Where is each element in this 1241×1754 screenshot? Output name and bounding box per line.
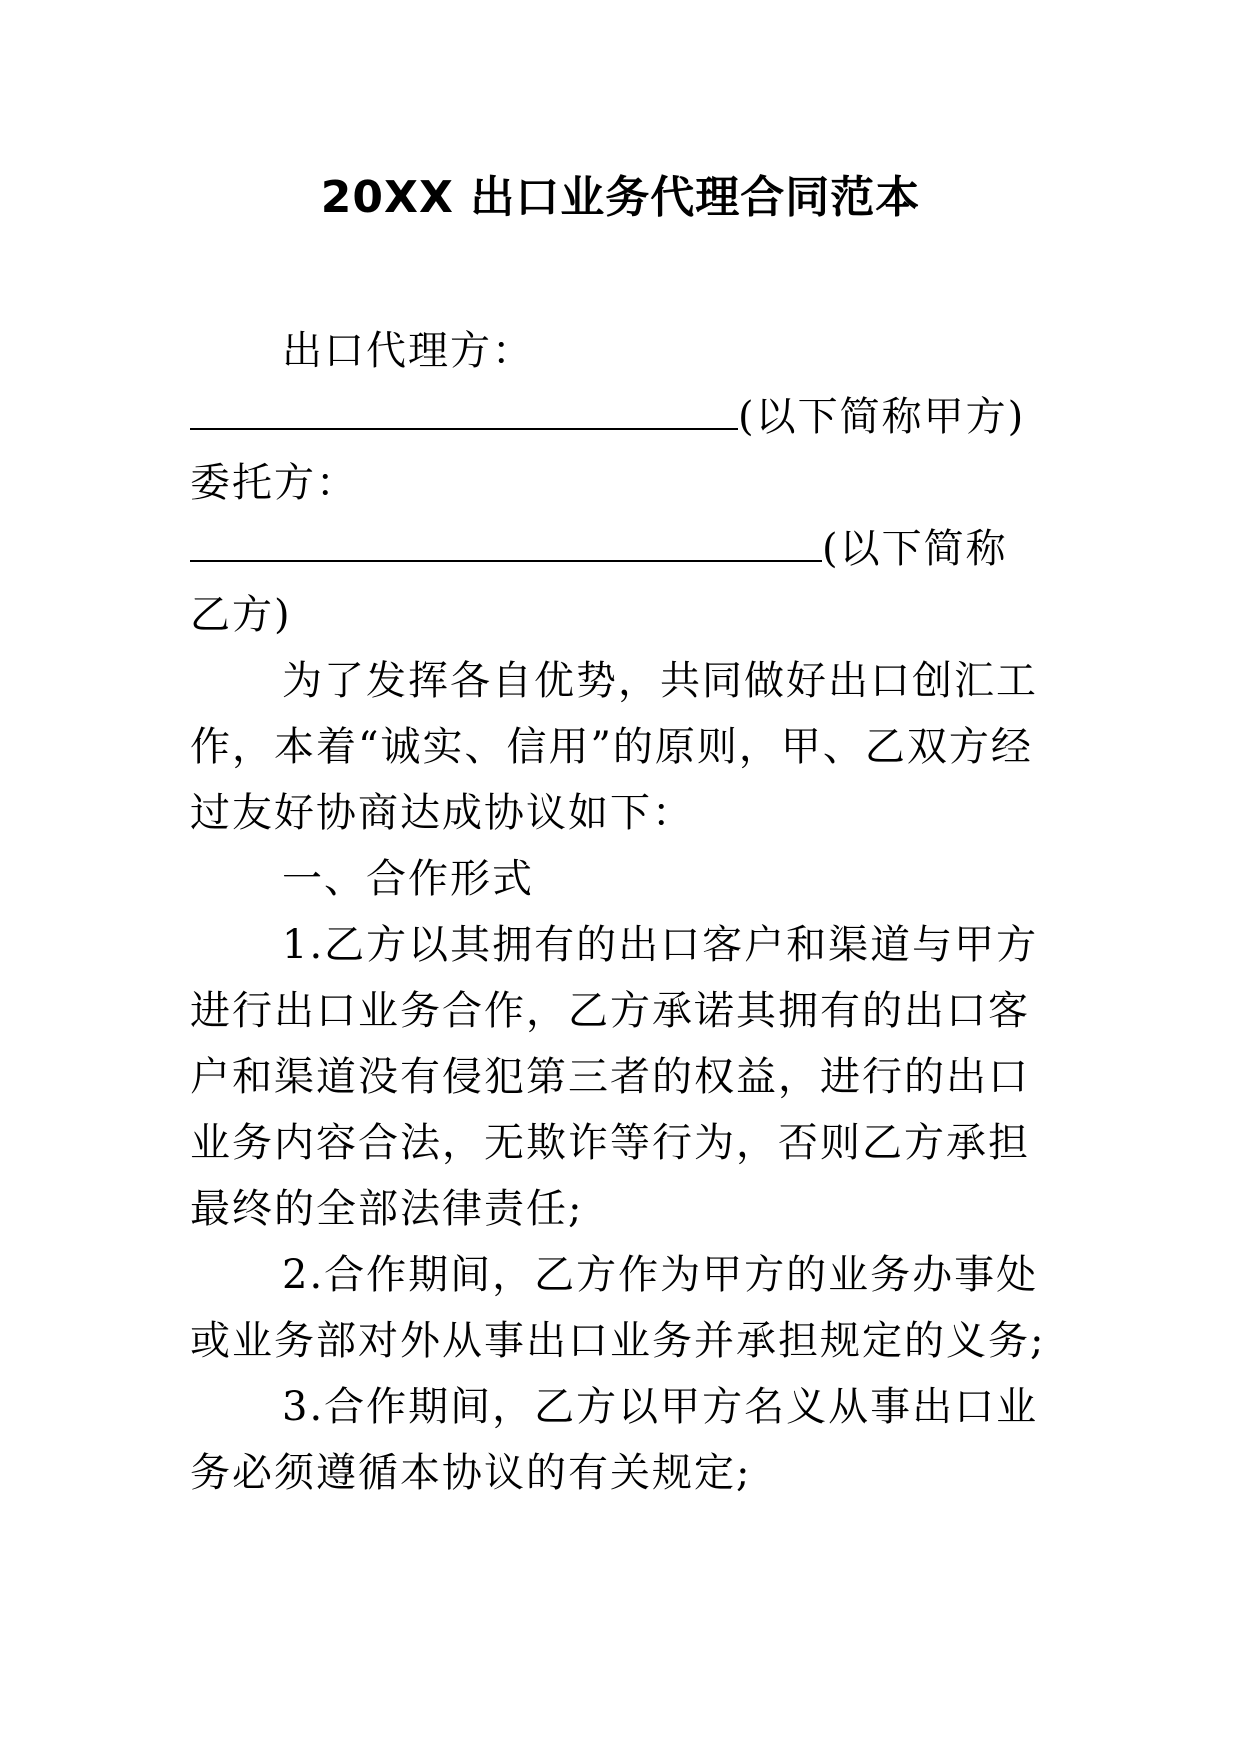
section-heading: 一、合作形式 [282,856,534,902]
party-b-suffix-cont: 乙方) [190,592,292,638]
party-a-suffix: (以下简称甲方) [738,394,1026,440]
party-b-blank [190,516,822,562]
clause-3: 3.合作期间，乙方以甲方名义从事出口业务必须遵循本协议的有关规定; [190,1384,1039,1496]
document-title: 20XX 出口业务代理合同范本 [320,172,921,223]
document-body [190,318,1060,1506]
intro-paragraph: 为了发挥各自优势，共同做好出口创汇工作，本着“诚实、信用”的原则，甲、乙双方经过友好协商达成协议如下： [190,658,1038,836]
party-b-line [190,516,1060,582]
party-a-blank [190,384,738,430]
party-a-label: 出口代理方： [282,328,534,374]
party-b-suffix: (以下简称 [822,526,1008,572]
party-b-label: 委托方： [190,460,358,506]
clause-2: 2.合作期间，乙方作为甲方的业务办事处或业务部对外从事出口业务并承担规定的义务; [190,1252,1046,1364]
clause-1: 1.乙方以其拥有的出口客户和渠道与甲方进行出口业务合作，乙方承诺其拥有的出口客户和渠道没有侵犯第三者的权益，进行的出口业务内容合法，无欺诈等行为，否则乙方承担最终的全部法律责任; [190,922,1039,1232]
party-a-line [190,384,1060,450]
